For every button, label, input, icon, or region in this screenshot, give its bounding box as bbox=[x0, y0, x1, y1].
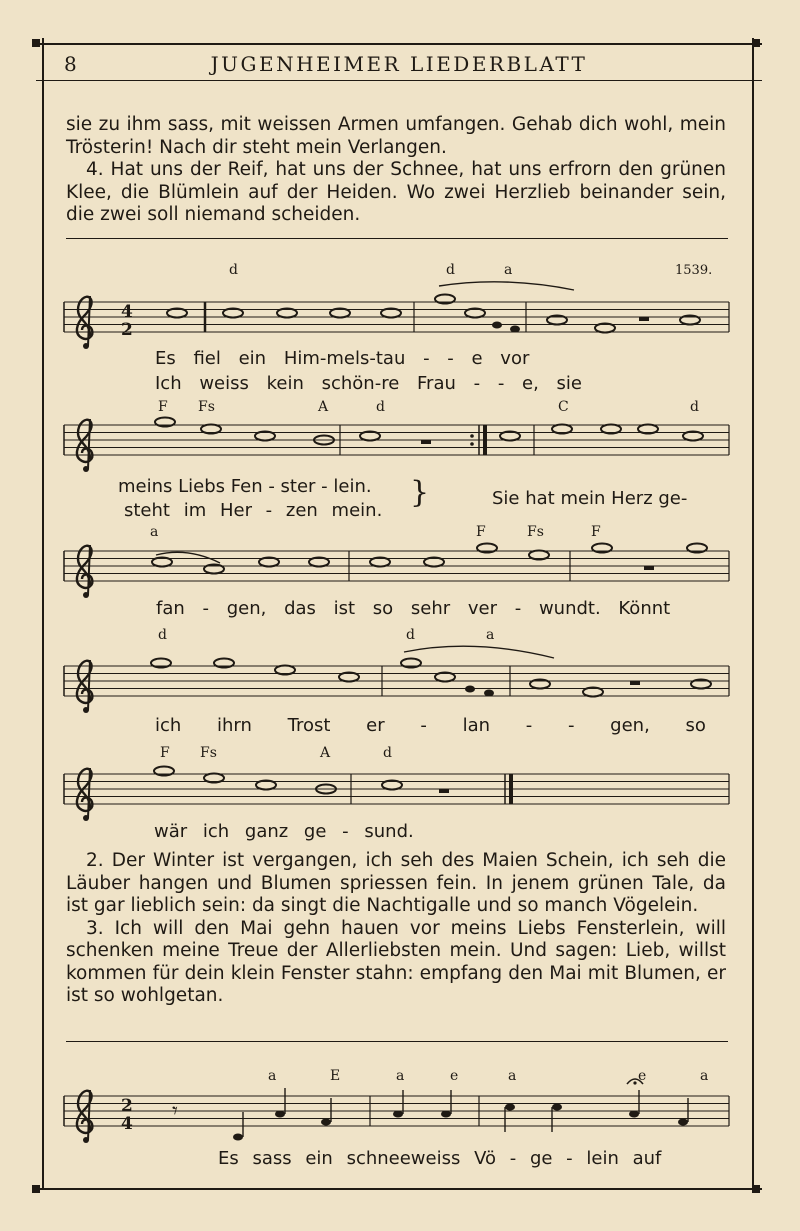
lyric-brace: } bbox=[410, 475, 430, 510]
lyrics-line: ich ihrn Trost er - lan - - gen, so bbox=[155, 715, 706, 736]
lyrics-line: meins Liebs Fen - ster - lein. bbox=[118, 476, 372, 497]
svg-text:4: 4 bbox=[121, 302, 133, 322]
chord-symbol: A bbox=[320, 745, 331, 761]
chord-symbol: e bbox=[450, 1068, 459, 1084]
chord-symbol: Fs bbox=[198, 399, 215, 415]
staff-system-6 bbox=[64, 1079, 729, 1143]
staff-system-5 bbox=[64, 767, 729, 822]
chord-symbol: a bbox=[396, 1068, 405, 1084]
chord-symbol: Fs bbox=[527, 524, 544, 540]
middle-verse-text bbox=[66, 850, 726, 1008]
chord-symbol: d bbox=[690, 399, 699, 415]
lyrics-line: fan - gen, das ist so sehr ver - wundt. Könnt bbox=[156, 598, 671, 619]
chord-symbol: a bbox=[486, 627, 495, 643]
chord-symbol: C bbox=[558, 399, 569, 415]
verse-4: 4. Hat uns der Reif, hat uns der Schnee, hat uns erfrorn den grünen Klee, die Blümlein auf der Heiden. Wo zwei Herzlieb beinander sein, die zwei soll niemand scheiden. bbox=[66, 159, 726, 225]
chord-symbol: a bbox=[268, 1068, 277, 1084]
chord-symbol: A bbox=[318, 399, 329, 415]
page-title: JUGENHEIMER LIEDERBLATT bbox=[210, 52, 588, 76]
staff-system-3 bbox=[64, 544, 729, 599]
chord-symbol: F bbox=[591, 524, 601, 540]
chord-symbol: E bbox=[330, 1068, 341, 1084]
chord-symbol: d bbox=[383, 745, 392, 761]
page-number: 8 bbox=[64, 52, 77, 76]
chord-symbol: e bbox=[638, 1068, 647, 1084]
lyrics-line: Sie hat mein Herz ge- bbox=[492, 488, 688, 509]
lyrics-line: steht im Her - zen mein. bbox=[124, 500, 383, 521]
verse-3: 3. Ich will den Mai gehn hauen vor meins Liebs Fensterlein, will schenken meine Treue der Allerliebsten mein. Und sagen: Lieb, willst kommen für dein klein Fenster stahn: empfang den Mai mit Blumen, er ist so wohlgetan. bbox=[66, 917, 726, 1006]
svg-text:4: 4 bbox=[121, 1114, 133, 1134]
lyrics-line: Es sass ein schneeweiss Vö - ge - lein auf bbox=[218, 1148, 662, 1169]
svg-text:2: 2 bbox=[121, 320, 133, 340]
chord-symbol: a bbox=[508, 1068, 517, 1084]
section-rule bbox=[66, 1041, 728, 1042]
svg-text:2: 2 bbox=[121, 1096, 133, 1116]
verse-continuation: sie zu ihm sass, mit weissen Armen umfangen. Gehab dich wohl, mein Trösterin! Nach dir steht mein Verlangen. bbox=[66, 114, 726, 158]
chord-symbol: d bbox=[446, 262, 455, 278]
chord-symbol: d bbox=[158, 627, 167, 643]
chord-symbol: F bbox=[476, 524, 486, 540]
chord-symbol: a bbox=[150, 524, 159, 540]
svg-text:𝄾: 𝄾 bbox=[172, 1099, 178, 1124]
chord-symbol: a bbox=[504, 262, 513, 278]
chord-symbol: d bbox=[376, 399, 385, 415]
chord-symbol: a bbox=[700, 1068, 709, 1084]
chord-symbol: d bbox=[229, 262, 238, 278]
staff-system-2 bbox=[64, 418, 729, 473]
song-number: 1539. bbox=[675, 263, 713, 278]
lyrics-line: Es fiel ein Him-mels-tau - - e vor bbox=[155, 348, 530, 369]
verse-2: 2. Der Winter ist vergangen, ich seh des Maien Schein, ich seh die Läuber hangen und Blumen spriessen fein. In jenem grünen Tale, da ist gar lieblich sein: da singt die Nachtigalle und so manch Vögelein. bbox=[66, 850, 726, 916]
lyrics-line: wär ich ganz ge - sund. bbox=[154, 821, 414, 842]
staff-system-1 bbox=[64, 282, 729, 349]
chord-symbol: F bbox=[160, 745, 170, 761]
lyrics-line: Ich weiss kein schön-re Frau - - e, sie bbox=[155, 373, 583, 394]
chord-symbol: d bbox=[406, 627, 415, 643]
chord-symbol: Fs bbox=[200, 745, 217, 761]
staff-system-4 bbox=[64, 646, 729, 713]
chord-symbol: F bbox=[158, 399, 168, 415]
